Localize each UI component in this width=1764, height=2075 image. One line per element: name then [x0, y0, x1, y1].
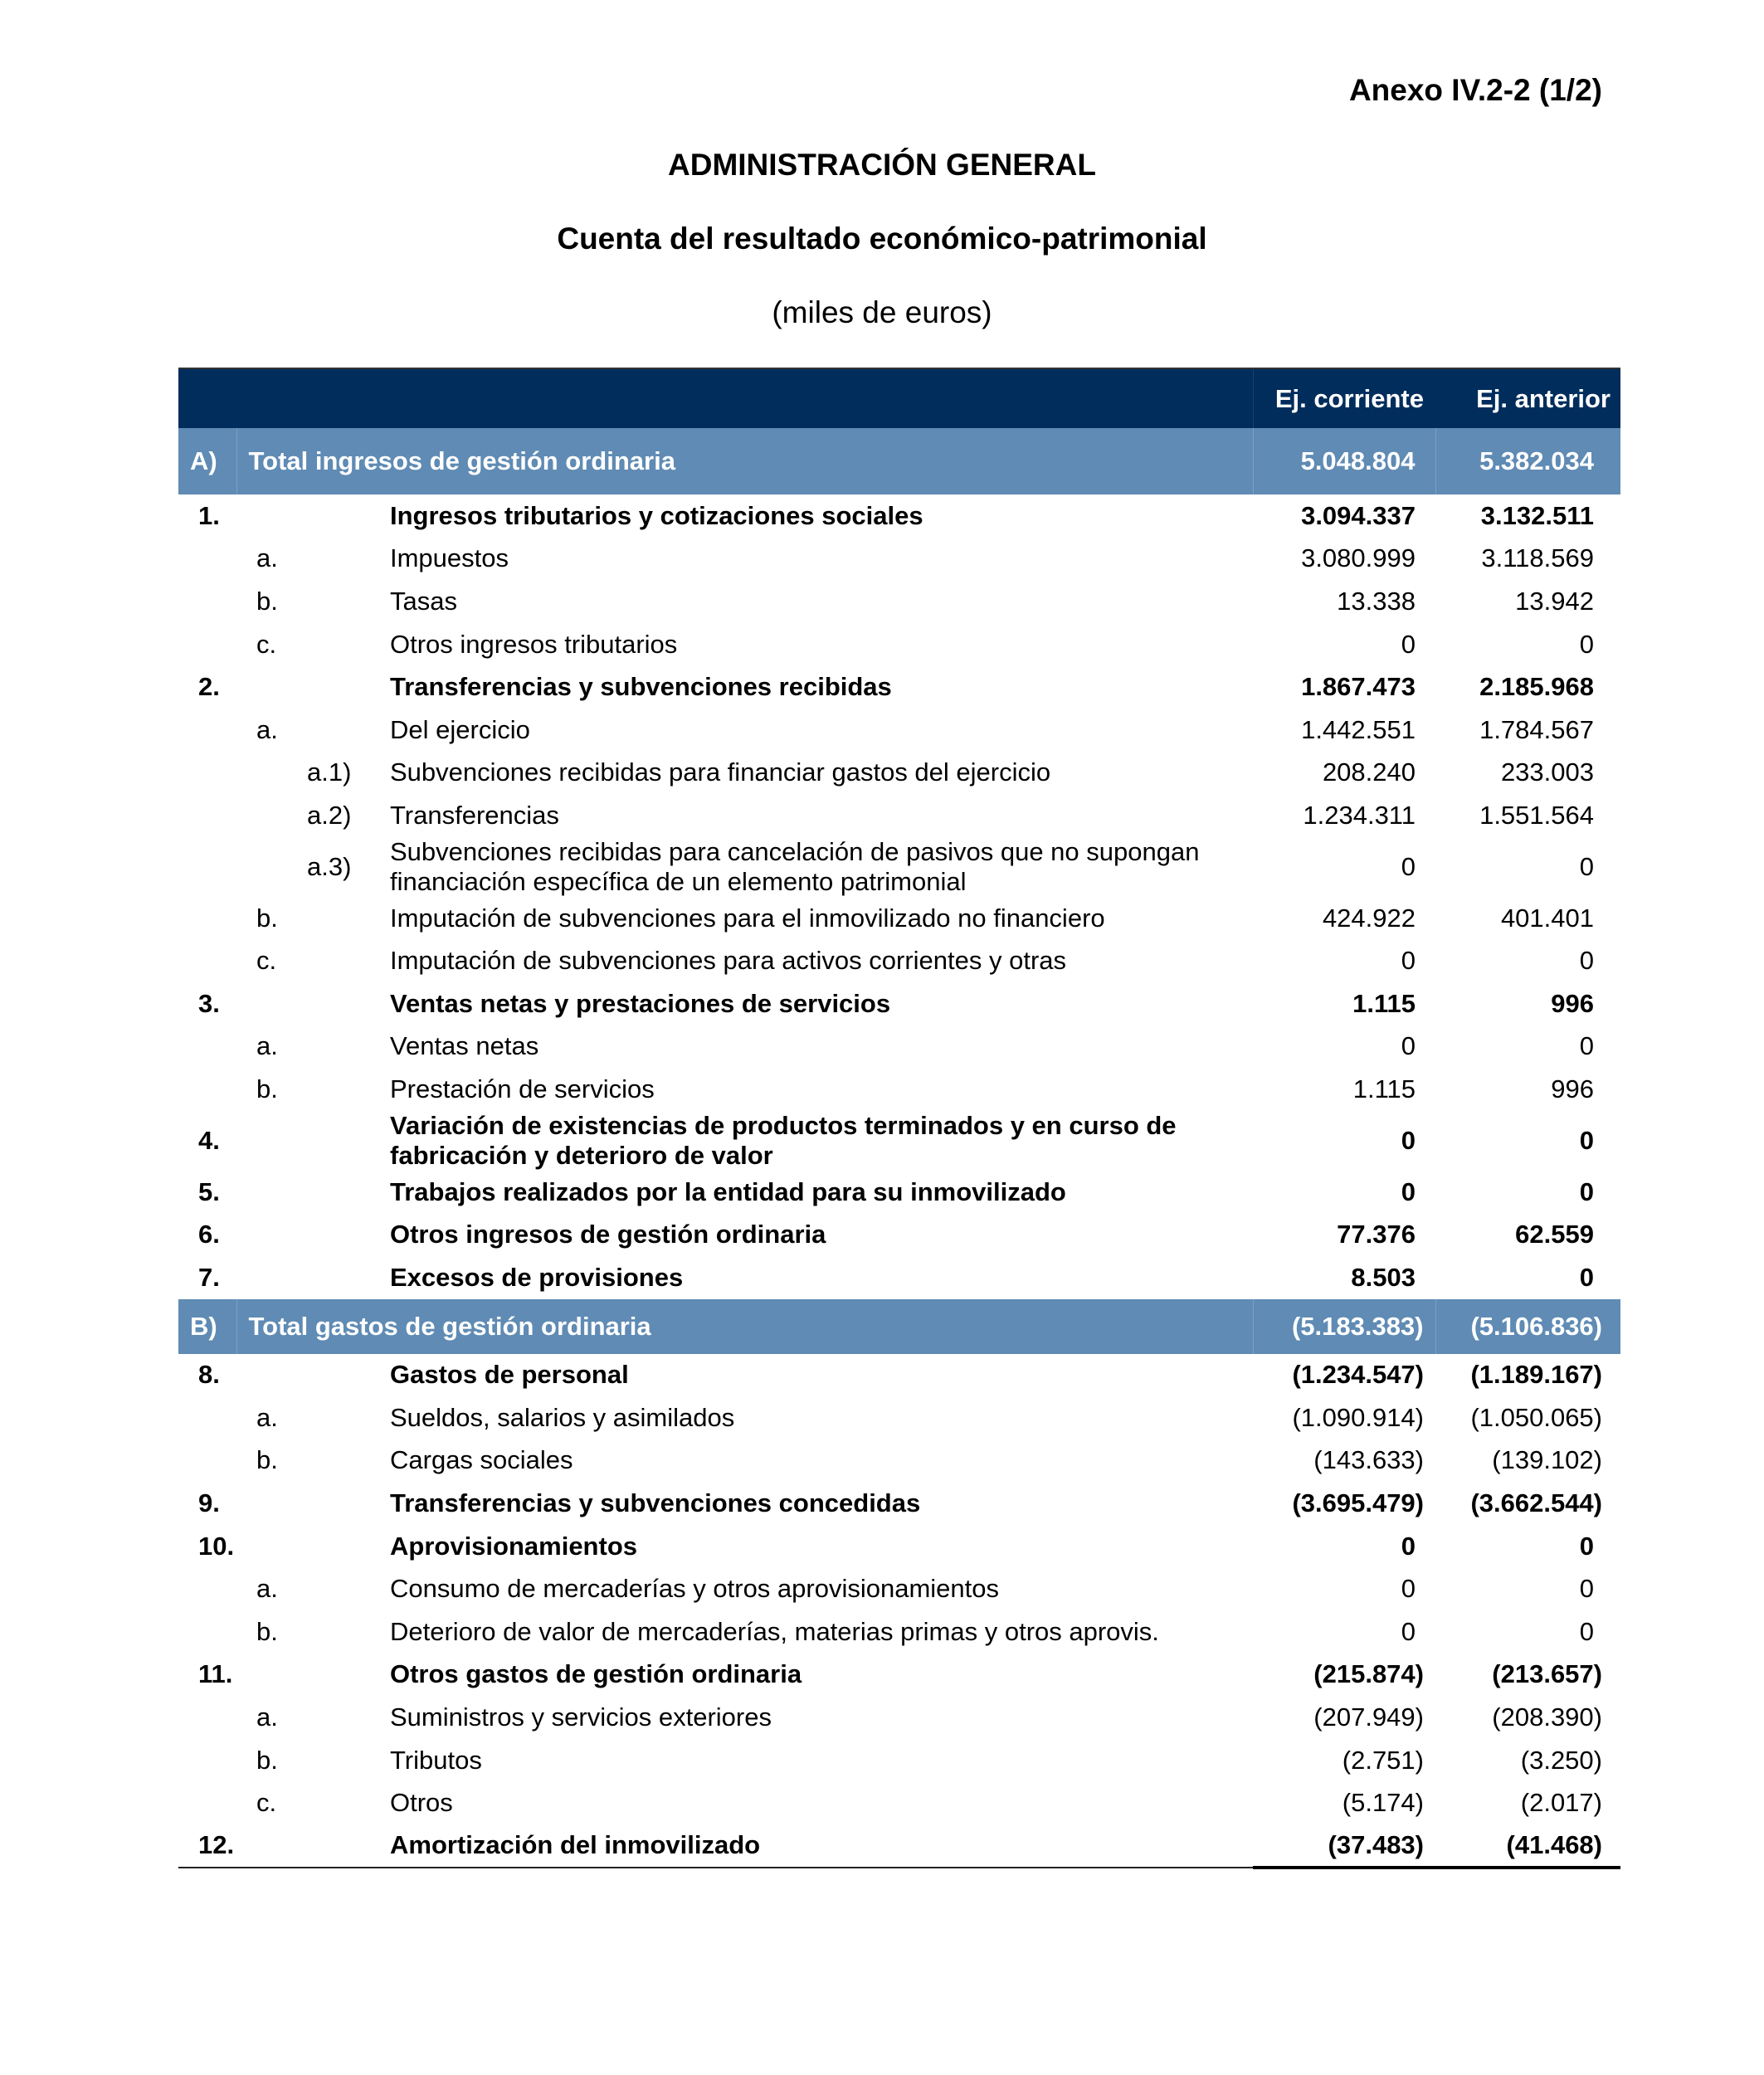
row-subsubcode — [303, 1171, 390, 1214]
row-value-previous: 3.118.569 — [1481, 543, 1594, 573]
row-value-previous: 1.784.567 — [1479, 714, 1594, 744]
row-subsubcode — [303, 1213, 390, 1256]
row-label: Transferencias y subvenciones concedidas — [390, 1488, 921, 1518]
row-code: 7. — [198, 1262, 220, 1292]
table-row — [178, 1696, 1620, 1739]
table-row — [178, 1213, 1620, 1256]
annex-reference: Anexo IV.2-2 (1/2) — [1348, 73, 1602, 107]
row-subcode: b. — [256, 1074, 278, 1103]
section-code: A) — [178, 428, 236, 494]
row-value-previous: 0 — [1579, 1176, 1594, 1206]
table-row — [178, 1739, 1620, 1782]
row-label: Consumo de mercaderías y otros aprovisionamientos — [390, 1574, 1000, 1604]
section-value-previous: 5.382.034 — [1435, 428, 1620, 494]
table-row — [178, 494, 1620, 538]
row-subcode: c. — [256, 946, 277, 976]
row-value-current: (3.695.479) — [1292, 1488, 1424, 1518]
row-code — [178, 1439, 236, 1483]
row-code: 11. — [198, 1659, 233, 1689]
row-code: 6. — [198, 1220, 220, 1249]
row-label: Suministros y servicios exteriores — [390, 1702, 772, 1732]
table-row — [178, 623, 1620, 666]
header-blank — [178, 368, 1253, 428]
row-label: Tasas — [390, 586, 457, 616]
row-label: Transferencias y subvenciones recibidas — [390, 672, 892, 702]
row-subsubcode — [303, 1696, 390, 1739]
row-subcode — [236, 794, 303, 837]
row-code: 10. — [198, 1531, 235, 1561]
row-subcode — [236, 1213, 303, 1256]
row-label: Otros ingresos tributarios — [390, 629, 678, 659]
statement-title: Cuenta del resultado económico-patrimonial — [557, 222, 1207, 256]
table-row — [178, 709, 1620, 752]
row-value-current: (1.234.547) — [1292, 1360, 1424, 1390]
row-value-current: 0 — [1401, 629, 1416, 659]
row-code — [178, 623, 236, 666]
row-code — [178, 1567, 236, 1610]
row-value-current: (5.174) — [1342, 1788, 1424, 1818]
table-row — [178, 837, 1620, 897]
section-b-total-expenses-row — [178, 1299, 1620, 1354]
row-code: 5. — [198, 1176, 220, 1206]
row-code — [178, 752, 236, 795]
row-value-current: 1.115 — [1352, 1074, 1416, 1103]
row-code — [178, 939, 236, 982]
table-row — [178, 897, 1620, 940]
row-value-previous: 0 — [1579, 1031, 1594, 1061]
row-value-current: 1.234.311 — [1303, 800, 1416, 830]
row-subcode — [236, 1482, 303, 1525]
row-code — [178, 897, 236, 940]
table-row — [178, 538, 1620, 581]
row-subsubcode — [303, 1654, 390, 1697]
row-code — [178, 1396, 236, 1439]
row-subsubcode — [303, 1256, 390, 1299]
row-label: Subvenciones recibidas para financiar gastos del ejercicio — [390, 757, 1051, 787]
row-subsubcode — [303, 982, 390, 1025]
row-subsubcode — [303, 1525, 390, 1568]
row-subcode: b. — [256, 1745, 278, 1775]
table-row — [178, 1256, 1620, 1299]
row-subsubcode — [303, 623, 390, 666]
row-code: 8. — [198, 1360, 220, 1390]
row-subsubcode — [303, 494, 390, 538]
table-row — [178, 1354, 1620, 1397]
row-value-current: 77.376 — [1337, 1220, 1416, 1249]
section-value-current: (5.183.383) — [1253, 1299, 1435, 1354]
row-value-previous: (1.189.167) — [1470, 1360, 1602, 1390]
row-code — [178, 538, 236, 581]
row-value-previous: 2.185.968 — [1479, 672, 1594, 702]
row-subcode: a. — [256, 1574, 278, 1604]
row-subsubcode — [303, 1396, 390, 1439]
row-value-current: (207.949) — [1313, 1702, 1424, 1732]
table-row — [178, 1482, 1620, 1525]
row-subsubcode — [303, 1567, 390, 1610]
row-subcode — [236, 1256, 303, 1299]
row-subsubcode — [303, 1610, 390, 1654]
row-label: Cargas sociales — [390, 1445, 573, 1475]
row-subsubcode: a.3) — [307, 851, 352, 881]
table-row — [178, 939, 1620, 982]
row-value-current: 0 — [1401, 1531, 1416, 1561]
row-label: Imputación de subvenciones para el inmovilizado no financiero — [390, 903, 1105, 933]
row-subcode — [236, 1654, 303, 1697]
row-subcode: b. — [256, 1616, 278, 1646]
row-code — [178, 1610, 236, 1654]
column-header-current: Ej. corriente — [1253, 368, 1435, 428]
row-value-current: (37.483) — [1253, 1824, 1435, 1868]
row-label: Otros gastos de gestión ordinaria — [390, 1659, 802, 1689]
row-subcode: c. — [256, 1788, 277, 1818]
row-value-current: 0 — [1401, 1031, 1416, 1061]
row-label: Trabajos realizados por la entidad para su inmovilizado — [390, 1176, 1066, 1206]
row-label: Ingresos tributarios y cotizaciones sociales — [390, 500, 923, 530]
row-code: 3. — [198, 988, 220, 1018]
row-value-previous: (208.390) — [1492, 1702, 1602, 1732]
row-subsubcode — [303, 1354, 390, 1397]
row-value-previous: 3.132.511 — [1480, 500, 1594, 530]
row-subsubcode — [303, 1739, 390, 1782]
table-row — [178, 665, 1620, 709]
table-row — [178, 794, 1620, 837]
row-value-previous: 0 — [1579, 1616, 1594, 1646]
row-value-previous: 0 — [1579, 1531, 1594, 1561]
row-label: Gastos de personal — [390, 1360, 629, 1390]
row-label: Variación de existencias de productos terminados y en curso de fabricación y deterioro de valor — [390, 1110, 1177, 1170]
column-header-previous: Ej. anterior — [1476, 383, 1611, 413]
row-label: Aprovisionamientos — [390, 1531, 637, 1561]
row-label: Tributos — [390, 1745, 482, 1775]
row-code — [178, 709, 236, 752]
row-value-current: 0 — [1401, 1616, 1416, 1646]
table-row — [178, 1525, 1620, 1568]
table-row — [178, 752, 1620, 795]
row-subcode: b. — [256, 586, 278, 616]
row-value-previous: 996 — [1551, 988, 1594, 1018]
row-code — [178, 1696, 236, 1739]
row-code — [178, 1025, 236, 1069]
section-code: B) — [178, 1299, 236, 1354]
row-label: Imputación de subvenciones para activos corrientes y otras — [390, 946, 1067, 976]
row-subcode — [236, 665, 303, 709]
row-subcode — [236, 1171, 303, 1214]
table-row — [178, 1111, 1620, 1171]
row-label: Transferencias — [390, 800, 559, 830]
row-label: Impuestos — [390, 543, 509, 573]
row-subsubcode — [303, 1781, 390, 1824]
row-subsubcode — [303, 1439, 390, 1483]
table-header-row — [178, 368, 1620, 428]
row-value-current: (215.874) — [1313, 1659, 1424, 1689]
section-value-current: 5.048.804 — [1253, 428, 1435, 494]
row-subcode — [236, 1354, 303, 1397]
row-value-previous: (3.662.544) — [1470, 1488, 1602, 1518]
row-value-current: 3.080.999 — [1301, 543, 1416, 573]
table-row — [178, 982, 1620, 1025]
row-subsubcode: a.1) — [307, 757, 352, 787]
row-value-previous: 0 — [1579, 851, 1594, 881]
row-value-previous: (41.468) — [1435, 1824, 1620, 1868]
row-subsubcode — [303, 1025, 390, 1069]
row-value-previous: 13.942 — [1515, 586, 1594, 616]
row-value-current: (143.633) — [1313, 1445, 1424, 1475]
row-value-previous: 0 — [1579, 629, 1594, 659]
row-code — [178, 580, 236, 623]
row-value-current: 1.867.473 — [1301, 672, 1416, 702]
row-label: Sueldos, salarios y asimilados — [390, 1402, 735, 1432]
row-value-previous: 0 — [1579, 1262, 1594, 1292]
row-code — [178, 1781, 236, 1824]
row-value-previous: 62.559 — [1515, 1220, 1594, 1249]
row-value-previous: 233.003 — [1500, 757, 1594, 787]
row-subsubcode — [303, 1824, 390, 1868]
row-code — [178, 1068, 236, 1111]
row-subsubcode — [303, 580, 390, 623]
row-subsubcode — [303, 897, 390, 940]
section-a-total-income-row — [178, 428, 1620, 494]
row-value-previous: 996 — [1551, 1074, 1594, 1103]
row-label: Deterioro de valor de mercaderías, materias primas y otros aprovis. — [390, 1616, 1159, 1646]
row-label: Prestación de servicios — [390, 1074, 655, 1103]
row-value-current: 13.338 — [1337, 586, 1416, 616]
row-value-current: 0 — [1401, 946, 1416, 976]
row-value-current: (1.090.914) — [1292, 1402, 1424, 1432]
row-label: Subvenciones recibidas para cancelación de pasivos que no supongan financiación específica de un elemento patrimonial — [390, 836, 1200, 896]
row-label: Excesos de provisiones — [390, 1262, 684, 1292]
row-subsubcode: a.2) — [307, 800, 352, 830]
row-value-previous: 0 — [1579, 1125, 1594, 1155]
entity-title: ADMINISTRACIÓN GENERAL — [668, 148, 1096, 182]
row-subsubcode — [303, 665, 390, 709]
row-subcode: a. — [256, 543, 278, 573]
row-label: Otros — [390, 1788, 453, 1818]
row-code: 4. — [198, 1125, 220, 1155]
row-code — [178, 1739, 236, 1782]
row-code: 2. — [198, 672, 220, 702]
table-row — [178, 1610, 1620, 1654]
row-subcode: b. — [256, 1445, 278, 1475]
row-value-previous: (1.050.065) — [1470, 1402, 1602, 1432]
row-code: 1. — [198, 500, 220, 530]
row-subsubcode — [303, 1068, 390, 1111]
row-value-current: 0 — [1401, 1574, 1416, 1604]
table-row — [178, 1824, 1620, 1868]
row-value-current: 0 — [1401, 1125, 1416, 1155]
row-label: Ventas netas — [390, 1031, 539, 1061]
section-label: Total ingresos de gestión ordinaria — [248, 446, 675, 475]
row-subcode: a. — [256, 714, 278, 744]
table-row — [178, 1171, 1620, 1214]
table-row — [178, 1654, 1620, 1697]
row-label: Del ejercicio — [390, 714, 530, 744]
income-statement-table — [178, 368, 1620, 1869]
row-value-current: 1.442.551 — [1301, 714, 1416, 744]
row-value-previous: (213.657) — [1492, 1659, 1602, 1689]
row-value-previous: 0 — [1579, 946, 1594, 976]
row-subcode — [236, 837, 303, 897]
row-subcode: a. — [256, 1031, 278, 1061]
row-subcode: c. — [256, 629, 277, 659]
row-subsubcode — [303, 939, 390, 982]
row-label: Otros ingresos de gestión ordinaria — [390, 1220, 826, 1249]
table-row — [178, 1396, 1620, 1439]
row-subcode — [236, 1525, 303, 1568]
row-label: Amortización del inmovilizado — [390, 1824, 1253, 1868]
row-subcode: a. — [256, 1702, 278, 1732]
row-subcode — [236, 1111, 303, 1171]
row-value-current: 0 — [1401, 851, 1416, 881]
row-value-current: 0 — [1401, 1176, 1416, 1206]
row-value-previous: (139.102) — [1492, 1445, 1602, 1475]
table-row — [178, 1439, 1620, 1483]
table-row — [178, 580, 1620, 623]
row-code — [178, 794, 236, 837]
row-value-current: 1.115 — [1352, 988, 1416, 1018]
row-subsubcode — [303, 1111, 390, 1171]
row-subcode — [236, 752, 303, 795]
row-value-current: 8.503 — [1351, 1262, 1416, 1292]
row-value-previous: 401.401 — [1500, 903, 1594, 933]
table-row — [178, 1781, 1620, 1824]
row-subcode — [236, 982, 303, 1025]
row-code: 9. — [198, 1488, 220, 1518]
row-value-current: (2.751) — [1342, 1745, 1424, 1775]
row-subcode: b. — [256, 903, 278, 933]
row-value-current: 424.922 — [1322, 903, 1416, 933]
row-value-current: 208.240 — [1322, 757, 1416, 787]
row-subcode — [236, 494, 303, 538]
table-row — [178, 1025, 1620, 1069]
row-value-current: 3.094.337 — [1301, 500, 1416, 530]
row-value-previous: (2.017) — [1520, 1788, 1602, 1818]
table-row — [178, 1567, 1620, 1610]
row-subsubcode — [303, 1482, 390, 1525]
section-value-previous: (5.106.836) — [1435, 1299, 1620, 1354]
units-label: (miles de euros) — [772, 295, 992, 329]
row-subcode: a. — [256, 1402, 278, 1432]
row-code — [178, 837, 236, 897]
row-subsubcode — [303, 709, 390, 752]
row-code: 12. — [178, 1824, 236, 1868]
table-row — [178, 1068, 1620, 1111]
row-value-previous: (3.250) — [1520, 1745, 1602, 1775]
row-value-previous: 1.551.564 — [1479, 800, 1594, 830]
section-label: Total gastos de gestión ordinaria — [248, 1311, 651, 1341]
row-subsubcode — [303, 538, 390, 581]
row-value-previous: 0 — [1579, 1574, 1594, 1604]
row-label: Ventas netas y prestaciones de servicios — [390, 988, 891, 1018]
row-subcode — [236, 1824, 303, 1868]
